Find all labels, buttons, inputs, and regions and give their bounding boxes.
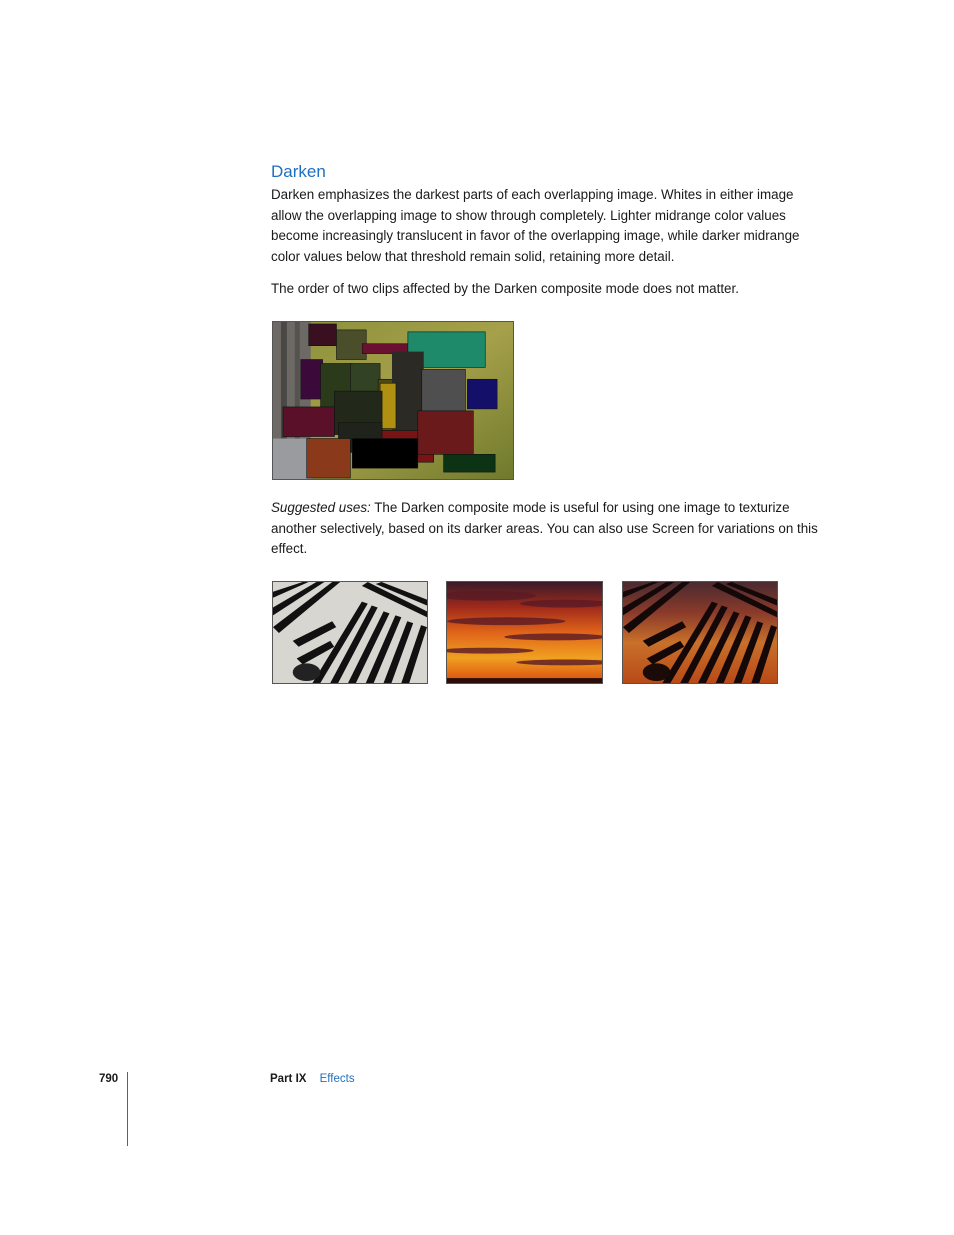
body-paragraph-2: The order of two clips affected by the Darken composite mode does not matter. (271, 281, 739, 296)
suggested-uses-paragraph (271, 498, 823, 560)
footer-breadcrumb (270, 1073, 355, 1085)
footer-divider (127, 1072, 128, 1146)
suggested-uses-label: Suggested uses: (271, 500, 371, 515)
page-number: 790 (99, 1073, 119, 1085)
body-paragraph-1: Darken emphasizes the darkest parts of each overlapping image. Whites in either image allow the overlapping image to show through completely. Lighter midrange color values become increasingly translucent in favor of the overlapping image, while darker midrange color values below that threshold remain solid, retaining more detail. (271, 187, 800, 264)
darken-result-image (622, 581, 778, 684)
sunset-sky-source-image (446, 581, 603, 684)
suggested-uses-text: The Darken composite mode is useful for using one image to texturize another selectively, based on its darker areas. You can also use Screen for variations on this effect. (271, 500, 818, 556)
section-heading: Darken (271, 162, 326, 181)
darken-composite-example-image (272, 321, 514, 480)
zebra-source-image (272, 581, 428, 684)
footer-section-link[interactable]: Effects (319, 1073, 355, 1085)
footer-part-label: Part IX (270, 1073, 307, 1085)
